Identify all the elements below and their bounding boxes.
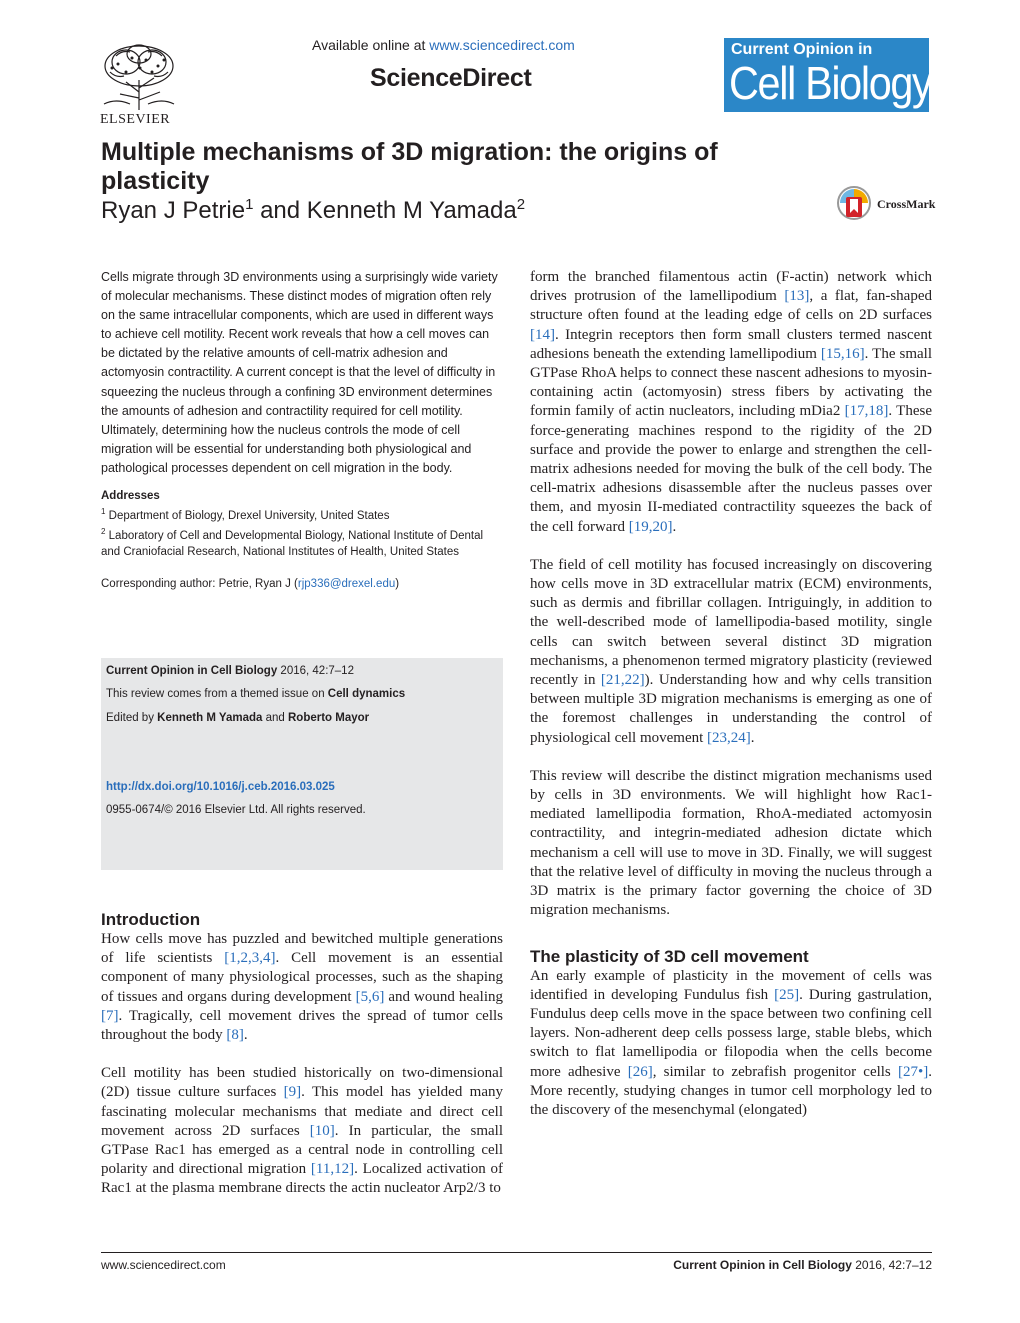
citation-link[interactable]: [9]	[283, 1084, 302, 1101]
info-edited-prefix: Edited by	[106, 712, 158, 724]
text-run: .	[243, 1027, 248, 1044]
citation-link[interactable]: [21,22]	[600, 672, 645, 689]
text-run: . Localized activation of Rac1 at the plasma membrane directs the actin nucleator Arp2/3 to	[101, 1161, 503, 1197]
available-prefix: Available online at	[312, 37, 430, 53]
article-title: Multiple mechanisms of 3D migration: the origins of plasticity	[101, 138, 718, 195]
text-run: . More recently, studying changes in tumor cell morphology led to the discovery of the mesenchymal (elongated)	[530, 1063, 932, 1118]
citation-link[interactable]: [5,6]	[355, 988, 385, 1005]
author-line	[101, 196, 525, 225]
left-column	[101, 268, 503, 592]
journal-badge	[724, 38, 932, 112]
info-editor-join: and	[262, 712, 288, 724]
address-mark: 2	[101, 526, 106, 536]
address-text: Laboratory of Cell and Developmental Biology, National Institute of Dental and Craniofacial Research, National Institutes of Health, United States	[101, 529, 484, 558]
citation-link[interactable]: [11,12]	[310, 1161, 355, 1178]
footer-url: www.sciencedirect.com	[101, 1258, 226, 1272]
author-affiliation-mark: 2	[516, 196, 526, 213]
citation-link[interactable]: [17,18]	[844, 403, 889, 420]
text-run: Cell motility has been studied historically on two-dimensional (2D) tissue culture surfaces	[101, 1065, 503, 1101]
citation-link[interactable]: [1,2,3,4]	[224, 950, 276, 967]
corresponding-author	[101, 576, 503, 592]
text-run: and wound healing	[384, 988, 504, 1005]
text-run: . The small GTPase RhoA helps to connect these nascent adhesions to myosin-containing actin (actomyosin) stress fibers by activating the formin family of actin nucleators, including mDia2	[530, 345, 933, 420]
elsevier-tree-icon	[96, 42, 182, 112]
text-run: form the branched filamentous actin (F-actin) network which drives protrusion of the lamellipodium	[530, 269, 932, 305]
text-run: . During gastrulation, Fundulus deep cells move in the space between two confining cell layers. Non-adherent deep cells possess large, stable blebs, which switch to flat lamellipodia or filopodia when the cells become more adhesive	[530, 986, 932, 1080]
page-header	[0, 0, 1020, 140]
elsevier-wordmark: ELSEVIER	[100, 112, 171, 127]
article-info-box	[101, 658, 503, 870]
available-online-line	[312, 37, 575, 53]
footer-citation-text: 2016, 42:7–12	[851, 1258, 932, 1272]
info-copyright: 0955-0674/© 2016 Elsevier Ltd. All rights reserved.	[106, 804, 366, 816]
abstract: Cells migrate through 3D environments using a surprisingly wide variety of molecular mechanisms. These distinct modes of migration often rely on the same intracellular components, which are used in different ways to achieve cell motility. Recent work reveals that how a cell moves can be dictated by the relative amounts of cell-matrix adhesion and actomyosin contractility. A current concept is that the level of difficulty in squeezing the nucleus through a confining 3D environment determines the amounts of adhesion and contractility required for cell motility. Ultimately, determining how the nucleus controls the mode of cell migration will be essential for understanding both physiological and pathological processes dependent on cell migration in the body.	[101, 270, 498, 475]
text-run: , a flat, fan-shaped structure often found at the leading edge of cells on 2D surfaces	[530, 288, 932, 324]
doi-link[interactable]: http://dx.doi.org/10.1016/j.ceb.2016.03.025	[106, 781, 335, 793]
text-run: This review will describe the distinct migration mechanisms used by cells in 3D environments. We will highlight how Rac1-mediated lamellipodia formation, RhoA-mediated actomyosin contractility, and integrin-mediated adhesion dictate which mechanism a cell will use to move in 3D. Finally, we will suggest that the relative level of difficulty in moving the nucleus through a 3D matrix is the primary factor governing the choice of 3D migration mechanisms.	[530, 767, 932, 919]
text-run: . Cell movement is an essential component of many physiological processes, such as the shaping of tissues and organs during development	[101, 950, 503, 1005]
text-run: . In particular, the small GTPase Rac1 has emerged as a central node in controlling cell polarity and directional migration	[101, 1122, 503, 1178]
info-doi	[106, 780, 335, 794]
author-name: Ryan J Petrie	[101, 197, 246, 224]
intro-paragraph	[101, 930, 503, 1045]
addresses-heading: Addresses	[101, 490, 160, 503]
text-run: . Tragically, cell movement drives the spread of tumor cells throughout the body	[101, 1007, 503, 1044]
sciencedirect-link[interactable]: www.sciencedirect.com	[429, 37, 575, 53]
citation-link[interactable]: [8]	[226, 1027, 244, 1044]
citation-link[interactable]: [7]	[101, 1007, 119, 1024]
body-paragraph	[530, 268, 932, 537]
info-citation	[106, 664, 354, 678]
address-1	[101, 504, 503, 524]
citation-link[interactable]: [26]	[627, 1063, 653, 1080]
author-join: and	[253, 197, 307, 224]
text-run: An early example of plasticity in the movement of cells was identified in developing Fundulus fish	[530, 967, 932, 1003]
info-theme-prefix: This review comes from a themed issue on	[106, 688, 328, 700]
footer-citation	[673, 1258, 932, 1272]
citation-link[interactable]: [25]	[774, 986, 800, 1003]
body-paragraph	[530, 556, 932, 748]
info-citation-text: 2016, 42:7–12	[277, 665, 354, 677]
footer-rule	[101, 1252, 932, 1253]
corresponding-prefix: Corresponding author: Petrie, Ryan J (	[101, 577, 298, 590]
info-editors	[106, 711, 369, 725]
info-theme	[106, 687, 405, 701]
intro-paragraph	[101, 1064, 503, 1198]
citation-link[interactable]: [19,20]	[628, 518, 673, 535]
plasticity-heading: The plasticity of 3D cell movement	[530, 946, 809, 966]
citation-link[interactable]: [13]	[784, 288, 810, 305]
citation-link[interactable]: [14]	[530, 326, 555, 343]
text-run: .	[672, 518, 677, 535]
body-paragraph	[530, 967, 932, 1121]
introduction-heading: Introduction	[101, 910, 201, 929]
text-run: , similar to zebrafish progenitor cells	[652, 1063, 898, 1080]
crossmark-button[interactable]	[836, 185, 936, 221]
citation-link[interactable]: [15,16]	[820, 345, 865, 362]
address-2	[101, 524, 503, 560]
crossmark-icon	[836, 185, 872, 221]
citation-link[interactable]: [27•]	[897, 1063, 929, 1080]
info-theme-name: Cell dynamics	[327, 688, 406, 700]
author-name: Kenneth M Yamada	[306, 197, 517, 224]
text-run: . Integrin receptors then form small clusters termed nascent adhesions beneath the extending lamellipodium	[530, 326, 932, 362]
corresponding-suffix: )	[395, 577, 400, 590]
citation-link[interactable]: [23,24]	[707, 729, 751, 746]
address-mark: 1	[101, 507, 106, 517]
info-journal: Current Opinion in Cell Biology	[106, 665, 278, 677]
info-editor: Roberto Mayor	[287, 712, 370, 724]
text-run: How cells move has puzzled and bewitched multiple generations of life scientists	[101, 931, 503, 967]
journal-badge-main: Cell Biology	[729, 57, 932, 109]
corresponding-email-link[interactable]: rjp336@drexel.edu	[297, 577, 396, 590]
sciencedirect-wordmark: ScienceDirect	[370, 64, 532, 92]
introduction-section	[101, 910, 503, 1199]
citation-link[interactable]: [10]	[309, 1122, 335, 1139]
elsevier-logo	[96, 42, 182, 132]
author-affiliation-mark: 1	[245, 196, 254, 213]
address-text: Department of Biology, Drexel University, United States	[108, 509, 390, 522]
text-run: . This model has yielded many fascinating molecular mechanisms that mediate and direct cell movement across 2D surfaces	[101, 1084, 503, 1139]
footer-journal: Current Opinion in Cell Biology	[673, 1258, 852, 1272]
body-paragraph	[530, 767, 932, 921]
text-run: The field of cell motility has focused increasingly on discovering how cells move in 3D extracellular matrix (ECM) environments, such as dermis and fibrillar collagen. Intriguingly, in addition to the well-described mode of lamellipodia-based motility, single cells can switch between several distinct 3D migration mechanisms, a phenomenon termed migratory plasticity (reviewed recently in	[530, 556, 932, 689]
info-editor: Kenneth M Yamada	[157, 712, 263, 724]
text-run: . These force-generating machines respond to the rigidity of the 2D surface and provide the power to enlarge and strengthen the cell-matrix adhesions needed for moving the bulk of the cell body. The cell-matrix adhesions disassemble after the nucleus passes over them, and myosin II-mediated contractility squeezes the back of the cell forward	[530, 403, 932, 535]
text-run: ). Understanding how and why cells transition between multiple 3D migration mechanisms is emerging as one of the foremost challenges in understanding the control of physiological cell movement	[530, 672, 932, 746]
text-run: .	[750, 729, 755, 746]
right-column	[530, 268, 932, 1120]
crossmark-label: CrossMark	[877, 197, 936, 211]
journal-badge-top: Current Opinion in	[731, 41, 873, 58]
